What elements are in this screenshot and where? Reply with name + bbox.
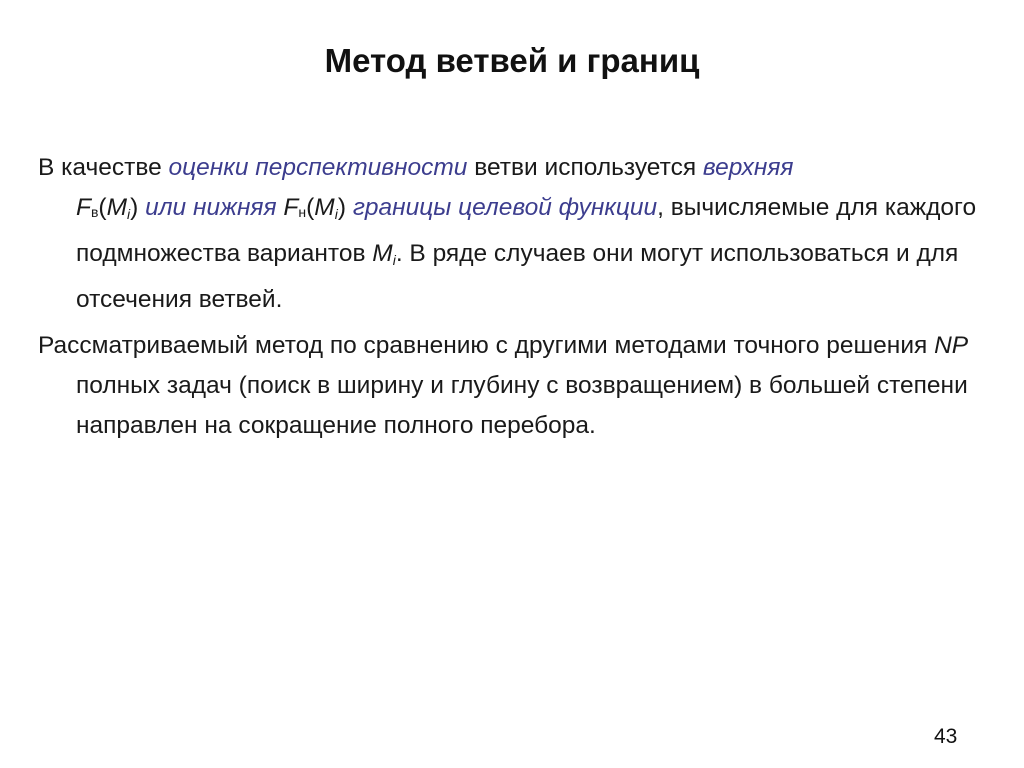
page-number: 43 [934,725,958,748]
subscript-i: i [392,252,396,268]
var-m: M [314,194,335,221]
text: В качестве [38,154,169,181]
var-f-lower: F [283,194,299,221]
paren-close: ) [337,194,347,221]
slide-body [38,148,988,446]
slide-title: Метод ветвей и границ [324,42,700,79]
paragraph-branch-estimate [38,148,988,320]
var-m: M [372,240,393,267]
text: . В ряде случаев они могут использоваться и для отсечения ветвей. [76,240,959,313]
text: ветви используется [467,154,703,181]
highlight-upper: верхняя [702,154,794,181]
text: Рассматриваемый метод по сравнению с другими методами точного решения [38,332,935,359]
paren-open: ( [98,194,107,221]
np-term: NP [934,332,969,359]
paragraph-method-comparison [38,326,988,446]
highlight-estimate: оценки перспективности [168,154,468,181]
subscript-i: i [334,206,338,222]
paren-close: ) [130,194,139,221]
var-m: M [106,194,127,221]
highlight-objective-bounds: границы целевой функции [346,194,658,221]
highlight-lower: или нижняя [138,194,284,221]
subscript-i: i [127,206,131,222]
text: , вычисляемые для каждого подмножества вариантов [76,194,977,267]
paren-open: ( [306,194,315,221]
var-f-upper: F [76,194,91,221]
text: полных задач (поиск в ширину и глубину с возвращением) в большей степени направлен на сокращение полного перебора. [76,372,968,439]
subscript-lower: н [298,204,307,220]
subscript-upper: в [90,204,99,220]
